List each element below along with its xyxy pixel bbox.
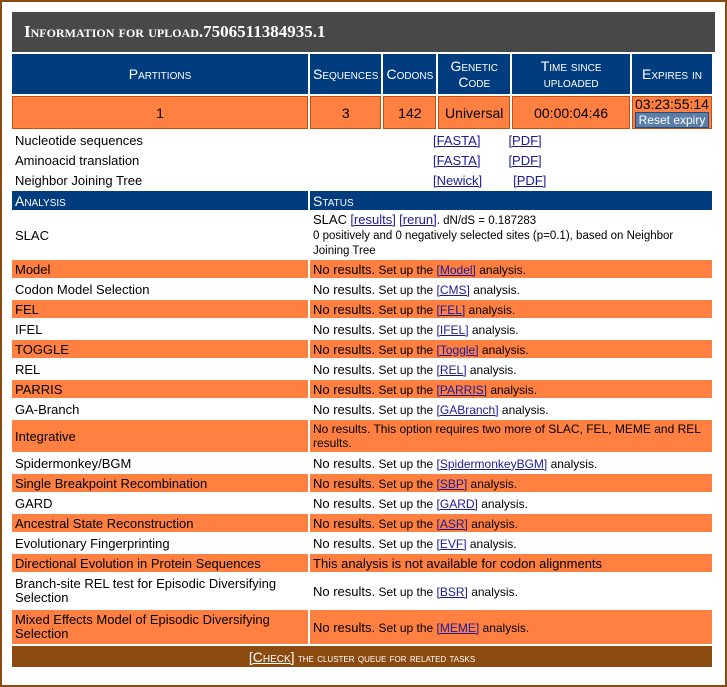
setup-text: Set up the xyxy=(375,620,437,635)
check-queue-link[interactable]: [Check] xyxy=(248,648,295,665)
slac-results-link[interactable]: [results] xyxy=(350,211,396,227)
summary-value-cell xyxy=(632,96,712,129)
download-link-pdf[interactable]: [PDF] xyxy=(508,132,542,148)
setup-text: Set up the xyxy=(375,584,437,599)
analysis-name: IFEL xyxy=(12,320,308,338)
analysis-name: FEL xyxy=(12,300,308,318)
setup-analysis-link[interactable]: [BSR] xyxy=(436,584,468,599)
analysis-row xyxy=(12,300,712,318)
setup-text: Set up the xyxy=(375,322,437,337)
setup-analysis-link[interactable]: [GABranch] xyxy=(436,402,499,417)
analysis-row xyxy=(12,514,712,532)
analysis-suffix-text: analysis. xyxy=(466,362,517,377)
slac-dnds: . dN/dS = 0.187283 xyxy=(436,214,537,227)
analysis-status xyxy=(310,320,712,338)
setup-analysis-link[interactable]: [IFEL] xyxy=(436,322,469,337)
no-results-text: No results. xyxy=(313,381,376,397)
analysis-suffix-text: analysis. xyxy=(467,476,518,491)
summary-value: 1 xyxy=(156,104,164,121)
analysis-status: No results. This option requires two more of SLAC, FEL, MEME and REL results. xyxy=(310,420,712,452)
no-results-text: No results. xyxy=(313,281,376,297)
analysis-row xyxy=(12,400,712,418)
analysis-name: TOGGLE xyxy=(12,340,308,358)
download-link-primary[interactable]: [FASTA] xyxy=(433,152,481,168)
setup-analysis-link[interactable]: [MEME] xyxy=(436,620,480,635)
setup-text: Set up the xyxy=(375,282,437,297)
analysis-row xyxy=(12,380,712,398)
setup-analysis-link[interactable]: [PARRIS] xyxy=(436,382,487,397)
no-results-text: No results. xyxy=(313,301,376,317)
summary-value-cell xyxy=(310,96,381,129)
setup-text: Set up the xyxy=(375,516,437,531)
no-results-text: No results. xyxy=(313,475,376,491)
footer-row xyxy=(12,646,712,667)
analysis-row-deps xyxy=(12,554,712,572)
analysis-suffix-text: analysis. xyxy=(469,282,520,297)
status-column-header: Status xyxy=(310,191,712,210)
summary-value: 00:00:04:46 xyxy=(534,104,609,121)
no-results-text: No results. xyxy=(313,619,376,635)
analysis-row xyxy=(12,454,712,472)
setup-text: Set up the xyxy=(375,496,437,511)
summary-header-cell: Time since uploaded xyxy=(512,54,630,94)
summary-header-cell: Genetic Code xyxy=(438,54,510,94)
summary-header-cell: Codons xyxy=(383,54,436,94)
analysis-status xyxy=(310,360,712,378)
analysis-row xyxy=(12,574,712,608)
download-link-primary[interactable]: [FASTA] xyxy=(433,132,481,148)
summary-value-cell xyxy=(512,96,630,129)
analysis-status xyxy=(310,494,712,512)
download-link-pdf[interactable]: [PDF] xyxy=(508,152,542,168)
footer-cell xyxy=(12,646,712,667)
analysis-status xyxy=(310,474,712,492)
no-results-text: No results. xyxy=(313,515,376,531)
analysis-row xyxy=(12,340,712,358)
analysis-status xyxy=(310,574,712,608)
download-row xyxy=(12,151,712,169)
setup-analysis-link[interactable]: [ASR] xyxy=(436,516,468,531)
analysis-name: Branch-site REL test for Episodic Diversifying Selection xyxy=(12,574,308,608)
download-row xyxy=(12,171,712,189)
analysis-suffix-text: analysis. xyxy=(479,620,530,635)
analysis-status xyxy=(310,454,712,472)
analysis-status xyxy=(310,340,712,358)
setup-analysis-link[interactable]: [EVF] xyxy=(436,536,467,551)
analysis-status xyxy=(310,514,712,532)
slac-rerun-link[interactable]: [rerun] xyxy=(399,211,437,227)
analysis-status xyxy=(310,260,712,278)
analysis-suffix-text: analysis. xyxy=(477,496,528,511)
analysis-row xyxy=(12,260,712,278)
summary-header-row xyxy=(12,54,712,94)
download-label: Nucleotide sequences xyxy=(12,131,308,149)
no-results-text: No results. xyxy=(313,401,376,417)
summary-value-cell xyxy=(383,96,436,129)
download-links-cell xyxy=(310,171,712,189)
download-link-primary[interactable]: [Newick] xyxy=(433,172,483,188)
analysis-suffix-text: analysis. xyxy=(498,402,549,417)
download-link-pdf[interactable]: [PDF] xyxy=(513,172,547,188)
analysis-name: GA-Branch xyxy=(12,400,308,418)
no-results-text: No results. xyxy=(313,341,376,357)
analysis-suffix-text: analysis. xyxy=(478,342,529,357)
analysis-name: PARRIS xyxy=(12,380,308,398)
analysis-suffix-text: analysis. xyxy=(467,516,518,531)
analysis-suffix-text: analysis. xyxy=(465,302,516,317)
summary-header-cell: Partitions xyxy=(12,54,308,94)
summary-value: Universal xyxy=(445,104,504,121)
analysis-row xyxy=(12,360,712,378)
summary-value-cell xyxy=(12,96,308,129)
setup-analysis-link[interactable]: [GARD] xyxy=(436,496,478,511)
footer-text: the cluster queue for related tasks xyxy=(294,650,476,665)
setup-analysis-link[interactable]: [CMS] xyxy=(436,282,470,297)
setup-text: Set up the xyxy=(375,382,437,397)
setup-text: Set up the xyxy=(375,302,437,317)
summary-header-cell: Expires in xyxy=(632,54,712,94)
analysis-name: Single Breakpoint Recombination xyxy=(12,474,308,492)
download-row xyxy=(12,131,712,149)
analysis-status: This analysis is not available for codon alignments xyxy=(310,554,712,572)
no-results-text: No results. xyxy=(313,495,376,511)
analysis-row xyxy=(12,280,712,298)
analysis-name: Directional Evolution in Protein Sequences xyxy=(12,554,308,572)
no-results-text: No results. xyxy=(313,455,376,471)
download-links-cell xyxy=(310,151,712,169)
slac-detail: 0 positively and 0 negatively selected sites (p=0.1), based on Neighbor Joining Tree xyxy=(313,229,674,257)
analysis-suffix-text: analysis. xyxy=(468,322,519,337)
analysis-column-header: Analysis xyxy=(12,191,308,210)
download-links-cell xyxy=(310,131,712,149)
analysis-suffix-text: analysis. xyxy=(487,382,538,397)
no-results-text: No results. xyxy=(313,261,376,277)
setup-analysis-link[interactable]: [REL] xyxy=(436,362,467,377)
analysis-row xyxy=(12,320,712,338)
analysis-name: Integrative xyxy=(12,420,308,452)
analysis-status xyxy=(310,380,712,398)
setup-text: Set up the xyxy=(375,262,437,277)
no-results-text: No results. xyxy=(313,361,376,377)
analysis-name: Evolutionary Fingerprinting xyxy=(12,534,308,552)
analysis-name: GARD xyxy=(12,494,308,512)
analysis-row-integrative xyxy=(12,420,712,452)
setup-text: Set up the xyxy=(375,342,437,357)
download-label: Aminoacid translation xyxy=(12,151,308,169)
analysis-suffix-text: analysis. xyxy=(466,536,517,551)
summary-header-cell: Sequences xyxy=(310,54,381,94)
setup-analysis-link[interactable]: [Toggle] xyxy=(436,342,479,357)
summary-value: 03:23:55:14 xyxy=(635,96,709,112)
analysis-name: Mixed Effects Model of Episodic Diversifying Selection xyxy=(12,610,308,644)
upload-info-table xyxy=(10,52,714,669)
setup-analysis-link[interactable]: [SBP] xyxy=(436,476,468,491)
no-results-text: No results. xyxy=(313,321,376,337)
no-results-text: No results. xyxy=(313,583,376,599)
summary-values-row xyxy=(12,96,712,129)
summary-value: 142 xyxy=(398,104,422,121)
analysis-status xyxy=(310,534,712,552)
analysis-suffix-text: analysis. xyxy=(467,584,518,599)
summary-value-cell xyxy=(438,96,510,129)
setup-text: Set up the xyxy=(375,362,437,377)
setup-analysis-link[interactable]: [SpidermonkeyBGM] xyxy=(436,456,548,471)
analysis-name: REL xyxy=(12,360,308,378)
setup-text: Set up the xyxy=(375,402,437,417)
analysis-status xyxy=(310,212,712,258)
analysis-status xyxy=(310,610,712,644)
analysis-name: Model xyxy=(12,260,308,278)
analysis-name: Spidermonkey/BGM xyxy=(12,454,308,472)
analysis-status xyxy=(310,280,712,298)
analysis-header-row xyxy=(12,191,712,210)
setup-analysis-link[interactable]: [FEL] xyxy=(436,302,466,317)
analysis-row-slac xyxy=(12,212,712,258)
analysis-status xyxy=(310,400,712,418)
analysis-name: SLAC xyxy=(12,212,308,258)
analysis-status xyxy=(310,300,712,318)
setup-text: Set up the xyxy=(375,476,437,491)
setup-analysis-link[interactable]: [Model] xyxy=(436,262,476,277)
no-results-text: No results. xyxy=(313,535,376,551)
analysis-row xyxy=(12,534,712,552)
analysis-suffix-text: analysis. xyxy=(547,456,598,471)
analysis-row xyxy=(12,610,712,644)
analysis-row xyxy=(12,494,712,512)
reset-expiry-button[interactable]: Reset expiry xyxy=(635,112,710,128)
setup-text: Set up the xyxy=(375,456,437,471)
summary-value: 3 xyxy=(341,104,350,121)
download-label: Neighbor Joining Tree xyxy=(12,171,308,189)
analysis-suffix-text: analysis. xyxy=(475,262,526,277)
analysis-name: Codon Model Selection xyxy=(12,280,308,298)
analysis-row xyxy=(12,474,712,492)
analysis-name: Ancestral State Reconstruction xyxy=(12,514,308,532)
page-title: Information for upload.7506511384935.1 xyxy=(12,12,715,52)
slac-status-prefix: SLAC xyxy=(313,211,347,227)
setup-text: Set up the xyxy=(375,536,437,551)
